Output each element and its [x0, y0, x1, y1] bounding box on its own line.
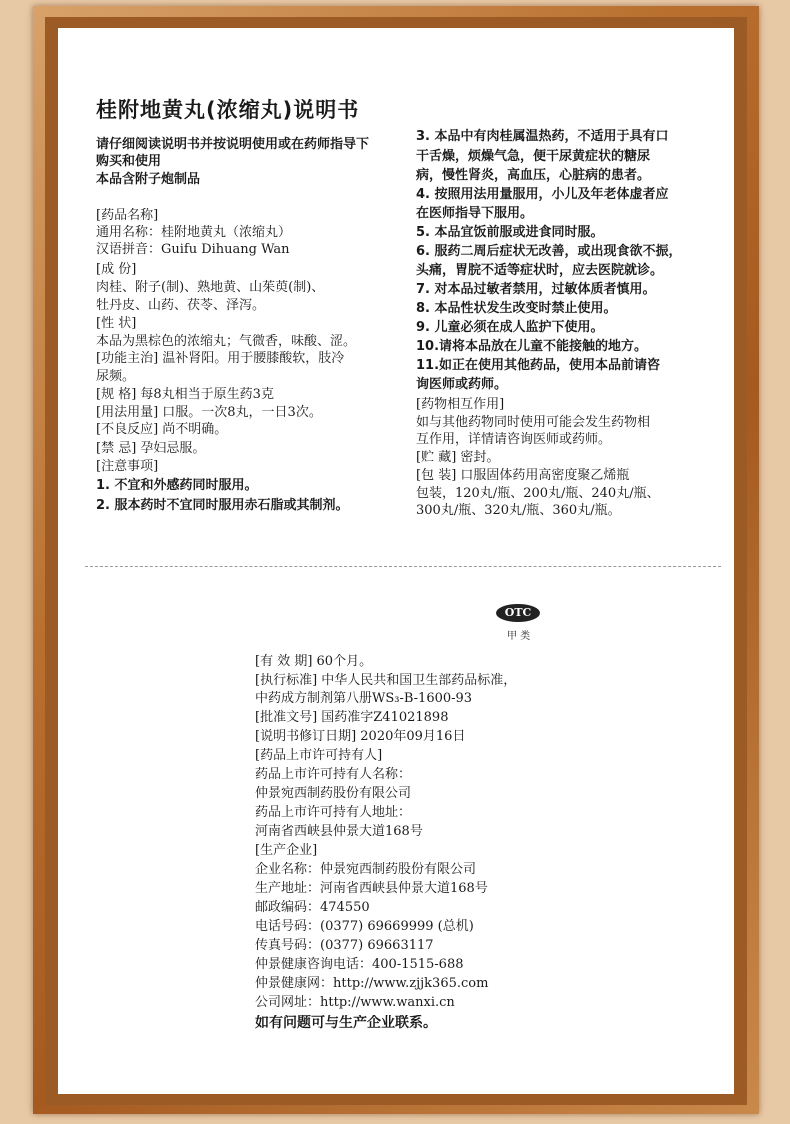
left-text-line: [用法用量] 口服。一次8丸，一日3次。 — [96, 405, 322, 420]
left-text-line: [药品名称] — [96, 208, 159, 223]
left-text-line: [功能主治] 温补肾阳。用于腰膝酸软，肢冷 — [96, 351, 345, 366]
left-text-line: 请仔细阅读说明书并按说明使用或在药师指导下 — [96, 137, 370, 152]
bottom-text-line: 药品上市许可持有人地址： — [255, 805, 412, 820]
right-text-line: [贮 藏] 密封。 — [416, 450, 500, 465]
bottom-text-line: [执行标准] 中华人民共和国卫生部药品标准， — [255, 673, 517, 688]
bottom-text-line: 如有问题可与生产企业联系。 — [255, 1015, 437, 1031]
left-text-line: [性 状] — [96, 316, 137, 331]
bottom-text-line: 公司网址：http://www.wanxi.cn — [255, 995, 455, 1010]
bottom-text-line: 仲景宛西制药股份有限公司 — [255, 786, 412, 801]
bottom-text-line: 企业名称：仲景宛西制药股份有限公司 — [255, 862, 477, 877]
bottom-text-line: [有 效 期] 60个月。 — [255, 654, 373, 669]
left-text-line: 牡丹皮、山药、茯苓、泽泻。 — [96, 298, 266, 313]
document-title: 桂附地黄丸(浓缩丸)说明书 — [96, 98, 360, 122]
left-text-line: 购买和使用 — [96, 154, 162, 169]
left-text-line: 尿频。 — [96, 369, 136, 384]
bottom-text-line: 传真号码：(0377) 69663117 — [255, 938, 434, 953]
right-text-line: 包装，120丸/瓶、200丸/瓶、240丸/瓶、 — [416, 486, 660, 501]
left-text-line: 通用名称：桂附地黄丸（浓缩丸） — [96, 225, 292, 240]
left-text-line: [不良反应] 尚不明确。 — [96, 422, 228, 437]
left-text-line: 肉桂、附子(制)、熟地黄、山茱萸(制)、 — [96, 280, 325, 295]
right-text-line: 3. 本品中有肉桂属温热药，不适用于具有口 — [416, 129, 669, 144]
bottom-text-line: 仲景健康咨询电话：400-1515-688 — [255, 957, 464, 972]
bottom-text-line: [批准文号] 国药准字Z41021898 — [255, 710, 449, 725]
right-text-line: 询医师或药师。 — [416, 377, 508, 392]
right-text-line: [药物相互作用] — [416, 397, 505, 412]
left-text-line: [禁 忌] 孕妇忌服。 — [96, 441, 206, 456]
right-text-line: [包 装] 口服固体药用高密度聚乙烯瓶 — [416, 468, 630, 483]
right-text-line: 10.请将本品放在儿童不能接触的地方。 — [416, 339, 648, 354]
right-text-line: 病，慢性肾炎，高血压，心脏病的患者。 — [416, 168, 651, 183]
otc-category: 甲 类 — [507, 631, 531, 642]
bottom-text-line: 生产地址：河南省西峡县仲景大道168号 — [255, 881, 488, 896]
right-text-line: 9. 儿童必须在成人监护下使用。 — [416, 320, 604, 335]
bottom-text-line: 仲景健康网：http://www.zjjk365.com — [255, 976, 489, 991]
section-divider — [85, 566, 721, 567]
bottom-text-line: [药品上市许可持有人] — [255, 748, 383, 763]
bottom-text-line: 中药成方制剂第八册WS₃-B-1600-93 — [255, 691, 473, 706]
right-text-line: 8. 本品性状发生改变时禁止使用。 — [416, 301, 617, 316]
right-text-line: 5. 本品宜饭前服或进食同时服。 — [416, 225, 604, 240]
bottom-text-line: [生产企业] — [255, 843, 318, 858]
bottom-text-line: 电话号码：(0377) 69669999 (总机) — [255, 919, 474, 934]
right-text-line: 头痛，胃脘不适等症状时，应去医院就诊。 — [416, 263, 664, 278]
left-text-line: 本品含附子炮制品 — [96, 172, 201, 187]
right-text-line: 6. 服药二周后症状无改善，或出现食欲不振， — [416, 244, 682, 259]
right-text-line: 互作用，详情请咨询医师或药师。 — [416, 432, 612, 447]
right-text-line: 11.如正在使用其他药品，使用本品前请咨 — [416, 358, 661, 373]
left-text-line: 2. 服本药时不宜同时服用赤石脂或其制剂。 — [96, 498, 349, 513]
left-text-line: [注意事项] — [96, 459, 159, 474]
right-text-line: 在医师指导下服用。 — [416, 206, 534, 221]
right-text-line: 7. 对本品过敏者禁用，过敏体质者慎用。 — [416, 282, 656, 297]
right-text-line: 干舌燥，烦燥气急，便干尿黄症状的糖尿 — [416, 149, 651, 164]
bottom-text-line: 河南省西峡县仲景大道168号 — [255, 824, 423, 839]
left-text-line: 本品为黑棕色的浓缩丸；气微香，味酸、涩。 — [96, 334, 357, 349]
left-text-line: 汉语拼音：Guifu Dihuang Wan — [96, 242, 290, 257]
right-text-line: 4. 按照用法用量服用，小儿及年老体虚者应 — [416, 187, 669, 202]
left-text-line: [成 份] — [96, 262, 137, 277]
bottom-text-line: 药品上市许可持有人名称： — [255, 767, 412, 782]
right-text-line: 300丸/瓶、320丸/瓶、360丸/瓶。 — [416, 503, 621, 518]
left-text-line: 1. 不宜和外感药同时服用。 — [96, 478, 258, 493]
right-text-line: 如与其他药物同时使用可能会发生药物相 — [416, 415, 651, 430]
bottom-text-line: [说明书修订日期] 2020年09月16日 — [255, 729, 466, 744]
bottom-text-line: 邮政编码：474550 — [255, 900, 370, 915]
left-text-line: [规 格] 每8丸相当于原生药3克 — [96, 387, 274, 402]
otc-badge: OTC — [496, 604, 540, 622]
